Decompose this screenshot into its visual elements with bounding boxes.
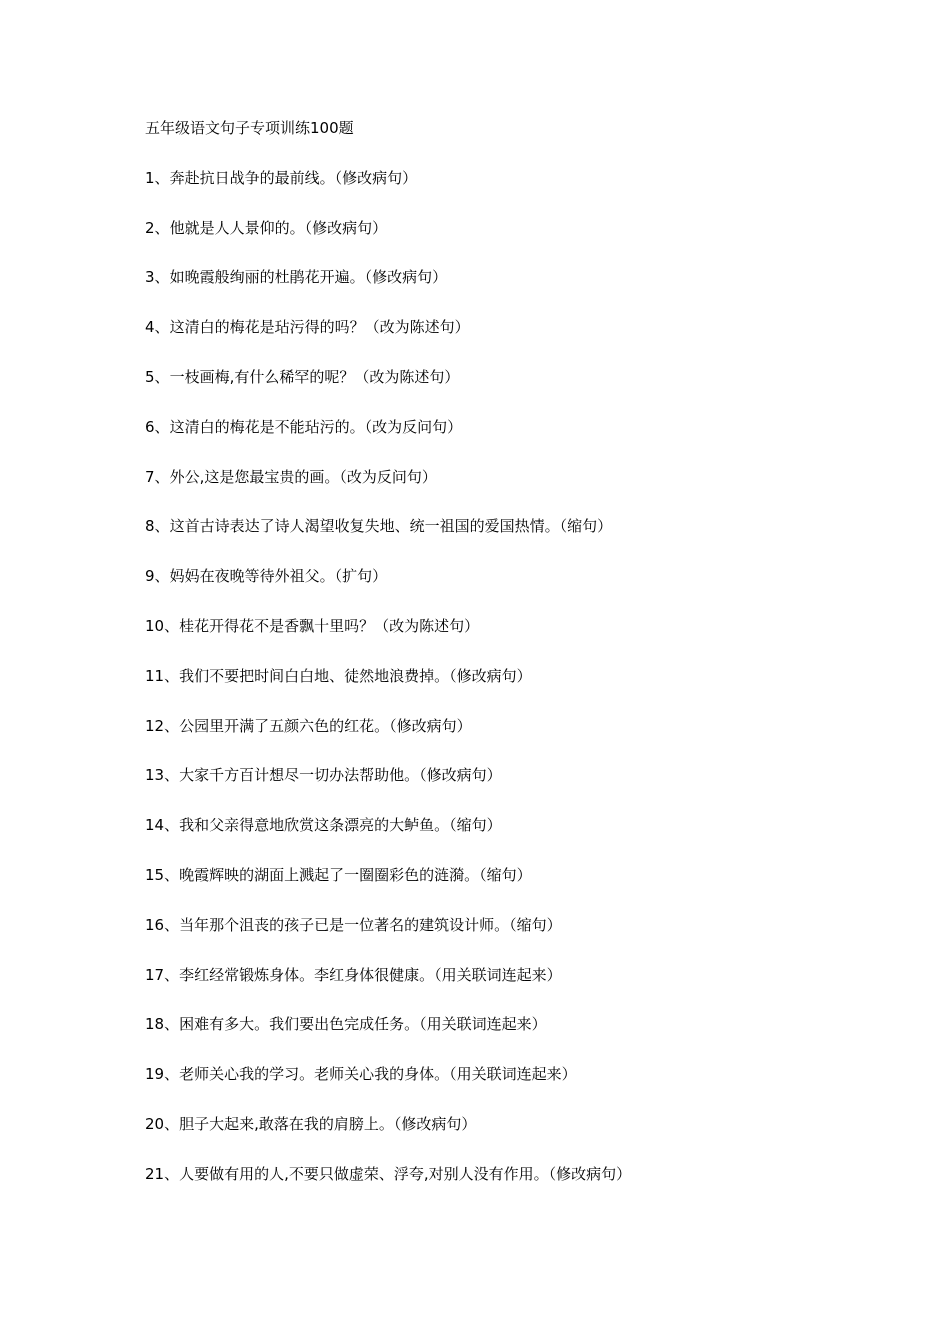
question-item	[145, 514, 905, 538]
question-sentence: 奔赴抗日战争的最前线。	[169, 168, 335, 187]
question-separator: 、	[164, 965, 180, 984]
question-sentence: 公园里开满了五颜六色的红花。	[179, 716, 390, 735]
question-separator: 、	[154, 467, 170, 486]
question-separator: 、	[164, 666, 180, 685]
question-sentence: 李红经常锻炼身体。李红身体很健康。	[179, 965, 435, 984]
question-separator: 、	[154, 417, 170, 436]
question-item	[145, 913, 905, 937]
question-sentence: 胆子大起来,敢落在我的肩膀上。	[179, 1114, 394, 1133]
question-task: （修改病句）	[364, 268, 448, 287]
question-list	[145, 166, 905, 1186]
question-item	[145, 664, 905, 688]
question-item	[145, 1112, 905, 1136]
question-task: （用关联词连起来）	[419, 1015, 547, 1034]
question-separator: 、	[164, 766, 180, 785]
question-task: （缩句）	[449, 816, 502, 835]
document-title: 五年级语文句子专项训练100题	[145, 119, 354, 137]
question-number: 7	[145, 467, 155, 486]
question-sentence: 困难有多大。我们要出色完成任务。	[179, 1015, 420, 1034]
question-sentence: 外公,这是您最宝贵的画。	[169, 467, 340, 486]
question-task: （改为陈述句）	[354, 367, 460, 386]
question-sentence: 一枝画梅,有什么稀罕的呢？	[169, 367, 355, 386]
question-item	[145, 365, 905, 389]
question-task: （修改病句）	[393, 1114, 477, 1133]
question-number: 17	[145, 965, 165, 984]
question-number: 3	[145, 268, 155, 287]
question-item	[145, 415, 905, 439]
question-separator: 、	[164, 1114, 180, 1133]
question-number: 19	[145, 1065, 165, 1084]
question-item	[145, 265, 905, 289]
question-item	[145, 714, 905, 738]
question-task: （改为陈述句）	[364, 318, 470, 337]
question-task: （修改病句）	[334, 168, 418, 187]
question-sentence: 我和父亲得意地欣赏这条漂亮的大鲈鱼。	[179, 816, 450, 835]
question-item	[145, 813, 905, 837]
question-number: 1	[145, 168, 155, 187]
question-number: 18	[145, 1015, 165, 1034]
question-sentence: 我们不要把时间白白地、徒然地浪费掉。	[179, 666, 450, 685]
question-number: 2	[145, 218, 155, 237]
question-number: 10	[145, 616, 165, 635]
question-separator: 、	[154, 168, 170, 187]
question-item	[145, 166, 905, 190]
question-number: 4	[145, 318, 155, 337]
question-task: （修改病句）	[389, 716, 472, 735]
document-body	[145, 116, 905, 1186]
question-item	[145, 216, 905, 240]
question-task: （缩句）	[509, 915, 562, 934]
question-number: 5	[145, 367, 155, 386]
question-sentence: 这清白的梅花是玷污得的吗？	[169, 318, 365, 337]
question-sentence: 老师关心我的学习。老师关心我的身体。	[179, 1065, 450, 1084]
question-sentence: 妈妈在夜晚等待外祖父。	[169, 567, 335, 586]
question-number: 20	[145, 1114, 165, 1133]
question-separator: 、	[154, 367, 170, 386]
question-sentence: 晚霞辉映的湖面上溅起了一圈圈彩色的涟漪。	[179, 865, 480, 884]
question-separator: 、	[154, 218, 170, 237]
question-sentence: 这清白的梅花是不能玷污的。	[169, 417, 365, 436]
question-number: 13	[145, 766, 165, 785]
question-number: 14	[145, 816, 165, 835]
question-item	[145, 963, 905, 987]
question-sentence: 这首古诗表达了诗人渴望收复失地、统一祖国的爱国热情。	[169, 517, 560, 536]
question-separator: 、	[154, 517, 170, 536]
question-separator: 、	[164, 865, 180, 884]
question-task: （用关联词连起来）	[449, 1065, 577, 1084]
question-task: （扩句）	[334, 567, 388, 586]
question-item	[145, 1012, 905, 1036]
question-task: （缩句）	[559, 517, 613, 536]
question-separator: 、	[154, 318, 170, 337]
question-task: （修改病句）	[548, 1164, 632, 1183]
question-sentence: 人要做有用的人,不要只做虚荣、浮夸,对别人没有作用。	[179, 1164, 549, 1183]
question-task: （用关联词连起来）	[434, 965, 562, 984]
question-separator: 、	[164, 816, 180, 835]
question-number: 9	[145, 567, 155, 586]
question-sentence: 当年那个沮丧的孩子已是一位著名的建筑设计师。	[179, 915, 510, 934]
question-task: （修改病句）	[304, 218, 388, 237]
question-item	[145, 465, 905, 489]
question-separator: 、	[164, 1065, 180, 1084]
question-sentence: 他就是人人景仰的。	[169, 218, 305, 237]
question-number: 21	[145, 1164, 165, 1183]
question-separator: 、	[164, 915, 180, 934]
question-number: 11	[145, 666, 165, 685]
question-separator: 、	[164, 716, 180, 735]
question-separator: 、	[154, 268, 170, 287]
question-task: （修改病句）	[419, 766, 502, 785]
question-number: 8	[145, 517, 155, 536]
question-separator: 、	[164, 616, 180, 635]
question-number: 16	[145, 915, 165, 934]
question-item	[145, 863, 905, 887]
question-task: （改为陈述句）	[374, 616, 480, 635]
question-sentence: 桂花开得花不是香飘十里吗？	[179, 616, 375, 635]
question-sentence: 大家千方百计想尽一切办法帮助他。	[179, 766, 420, 785]
question-item	[145, 763, 905, 787]
question-task: （缩句）	[479, 865, 532, 884]
question-number: 6	[145, 417, 155, 436]
question-item	[145, 1162, 905, 1186]
question-item	[145, 1062, 905, 1086]
question-item	[145, 315, 905, 339]
question-item	[145, 564, 905, 588]
question-number: 15	[145, 865, 165, 884]
question-separator: 、	[164, 1015, 180, 1034]
question-number: 12	[145, 716, 165, 735]
question-task: （改为反问句）	[364, 417, 463, 436]
question-sentence: 如晚霞般绚丽的杜鹃花开遍。	[169, 268, 365, 287]
question-task: （修改病句）	[449, 666, 532, 685]
question-task: （改为反问句）	[339, 467, 437, 486]
question-separator: 、	[164, 1164, 180, 1183]
question-separator: 、	[154, 567, 170, 586]
question-item	[145, 614, 905, 638]
